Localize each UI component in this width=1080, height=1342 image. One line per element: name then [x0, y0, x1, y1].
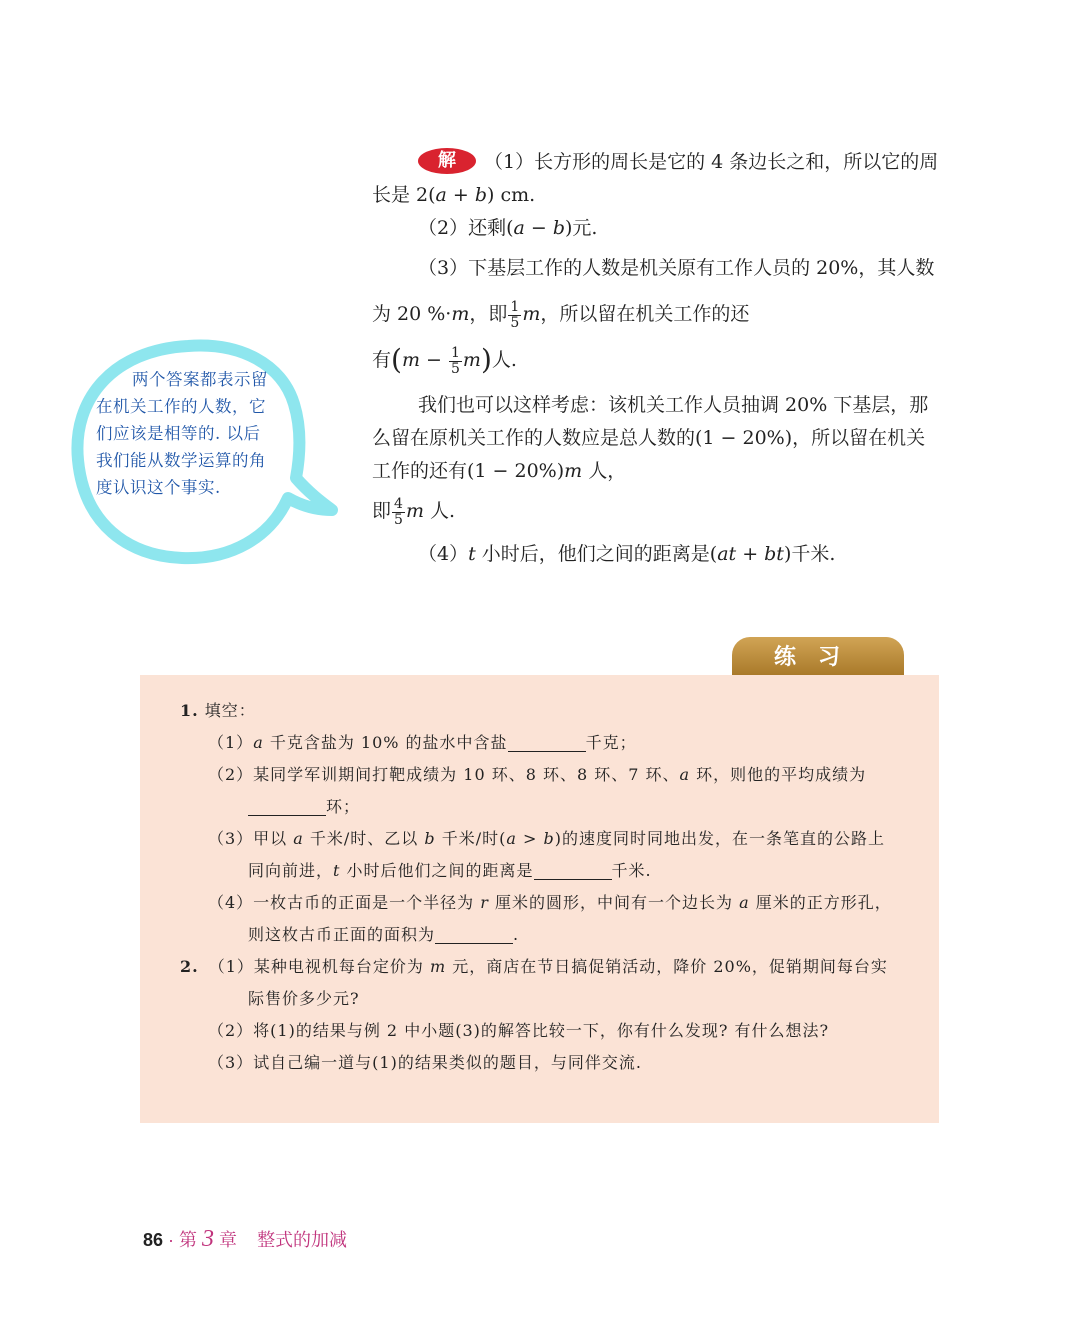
answer-blank[interactable]	[508, 731, 586, 752]
question-text: （2）某同学军训期间打靶成绩为 10 环、8 环、8 环、7 环、	[208, 765, 680, 784]
question-2-1	[180, 951, 900, 1015]
solution-text: 人.	[491, 349, 517, 371]
question-text: 厘米的正方形孔，则这枚古币正面的面积为	[248, 893, 892, 944]
solution-part-2	[372, 212, 940, 245]
fraction	[449, 346, 462, 377]
math-variable: t	[468, 543, 476, 565]
solution-text: )千米.	[783, 543, 836, 565]
math-variable: m	[429, 957, 447, 976]
question-text: 千克；	[585, 733, 637, 752]
solution-text: （2）还剩(	[418, 217, 514, 239]
solution-text: 人，	[582, 460, 627, 482]
solution-text: 小时后，他们之间的距离是(	[475, 543, 718, 565]
fraction-numerator: 1	[450, 344, 460, 361]
separator-dot: ·	[163, 1230, 180, 1250]
solution-part-3-cont	[372, 337, 940, 383]
math-variable: a	[679, 765, 691, 784]
solution-section	[372, 146, 940, 571]
question-text: （1）	[208, 733, 254, 752]
question-text: （2）将(1)的结果与例 2 中小题(3)的解答比较一下，你有什么发现? 有什么想法?	[208, 1021, 830, 1040]
math-expression: at + bt	[717, 543, 784, 565]
fraction-numerator: 1	[510, 298, 520, 315]
answer-blank[interactable]	[435, 923, 513, 944]
math-variable: a	[293, 829, 304, 848]
question-text: .	[513, 925, 520, 944]
question-number: 1.	[180, 701, 199, 720]
question-1-1	[180, 727, 900, 759]
chapter-title: 整式的加减	[257, 1230, 348, 1250]
solution-text: （4）	[418, 543, 469, 565]
fraction-denominator: 5	[510, 314, 520, 331]
solution-text: ) cm.	[487, 184, 536, 206]
chapter-number: 3	[202, 1226, 215, 1252]
bubble-text: 两个答案都表示留在机关工作的人数，它们应该是相等的. 以后我们能从数学运算的角度认识这个事实.	[96, 370, 268, 497]
math-variable: m	[462, 349, 481, 371]
question-text: 千米/时(	[435, 829, 507, 848]
solution-text: ，所以留在机关工作的还	[540, 303, 750, 325]
fraction	[508, 300, 521, 331]
solution-part-4	[372, 538, 940, 571]
question-1-3	[180, 823, 900, 887]
solution-text: （1）长方形的周长是它的 4 条边长之和，所以它的周长是 2(	[372, 151, 939, 206]
solution-part-3	[372, 245, 940, 337]
solution-badge: 解	[418, 148, 476, 174]
solution-alt-explanation	[372, 389, 940, 488]
speech-bubble	[70, 338, 306, 564]
math-expression: a − b	[513, 217, 566, 239]
solution-text: 人.	[423, 500, 456, 522]
math-expression: a + b	[435, 184, 488, 206]
math-variable: m	[405, 500, 424, 522]
solution-text: 即	[372, 500, 392, 522]
math-variable: m	[401, 349, 420, 371]
question-text: （4）一枚古币的正面是一个半径为	[208, 893, 481, 912]
minus-sign: −	[419, 349, 448, 371]
math-variable: b	[424, 829, 436, 848]
math-expression: a > b	[506, 829, 555, 848]
solution-text: ，即	[469, 303, 508, 325]
fraction-denominator: 5	[394, 511, 403, 528]
math-variable: m	[451, 303, 470, 325]
solution-text: 我们也可以这样考虑：该机关工作人员抽调 20% 下基层，那么留在原机关工作的人数应是总人数的(1 − 20%)，所以留在机关工作的还有(1 − 20%)	[372, 394, 929, 482]
question-2-3	[180, 1047, 900, 1079]
question-title: 填空：	[204, 701, 256, 720]
math-variable: r	[480, 893, 489, 912]
fraction	[392, 497, 405, 528]
question-text: 千克含盐为 10% 的盐水中含盐	[263, 733, 508, 752]
question-1	[180, 695, 900, 727]
math-variable: m	[522, 303, 541, 325]
right-paren: )	[480, 343, 492, 376]
question-1-4	[180, 887, 900, 951]
solution-text: （3）下基层工作的人数是机关原有工作人员的 20%，其人数为 20 %·	[372, 257, 935, 325]
question-text: （3）试自己编一道与(1)的结果类似的题目，与同伴交流.	[208, 1053, 642, 1072]
question-text: 环，则他的平均成绩为	[690, 765, 867, 784]
question-text: 小时后他们之间的距离是	[340, 861, 534, 880]
exercise-content	[180, 695, 900, 1079]
math-variable: a	[739, 893, 750, 912]
left-paren: (	[391, 343, 402, 376]
solution-alt-result	[372, 488, 940, 534]
chapter-prefix: 第	[179, 1230, 203, 1250]
fraction-denominator: 5	[450, 360, 460, 377]
question-text: 千米.	[611, 861, 652, 880]
question-text: )的速度同时同地出发，在一条笔直的公路上同向前进，	[248, 829, 885, 880]
page-footer	[143, 1226, 347, 1253]
exercise-box	[140, 675, 939, 1123]
answer-blank[interactable]	[534, 859, 612, 880]
question-1-2	[180, 759, 900, 823]
math-variable: t	[333, 861, 341, 880]
fraction-numerator: 4	[394, 495, 403, 512]
answer-blank[interactable]	[248, 795, 326, 816]
solution-text: )元.	[565, 217, 598, 239]
page-number: 86	[143, 1230, 164, 1250]
question-text: 千米/时、乙以	[303, 829, 425, 848]
solution-part-1	[372, 146, 940, 212]
exercise-tab: 练习	[732, 637, 904, 675]
question-text: 环；	[326, 797, 361, 816]
solution-text: 有	[372, 349, 392, 371]
chapter-suffix: 章	[214, 1230, 238, 1250]
math-variable: a	[253, 733, 264, 752]
question-text: 元，商店在节日搞促销活动，降价 20%，促销期间每台实际售价多少元?	[248, 957, 888, 1008]
question-number: 2.	[180, 957, 199, 976]
question-text: （3）甲以	[208, 829, 294, 848]
question-text: 厘米的圆形，中间有一个边长为	[488, 893, 740, 912]
question-2-2	[180, 1015, 900, 1047]
question-text: （1）某种电视机每台定价为	[208, 957, 430, 976]
math-variable: m	[564, 460, 583, 482]
